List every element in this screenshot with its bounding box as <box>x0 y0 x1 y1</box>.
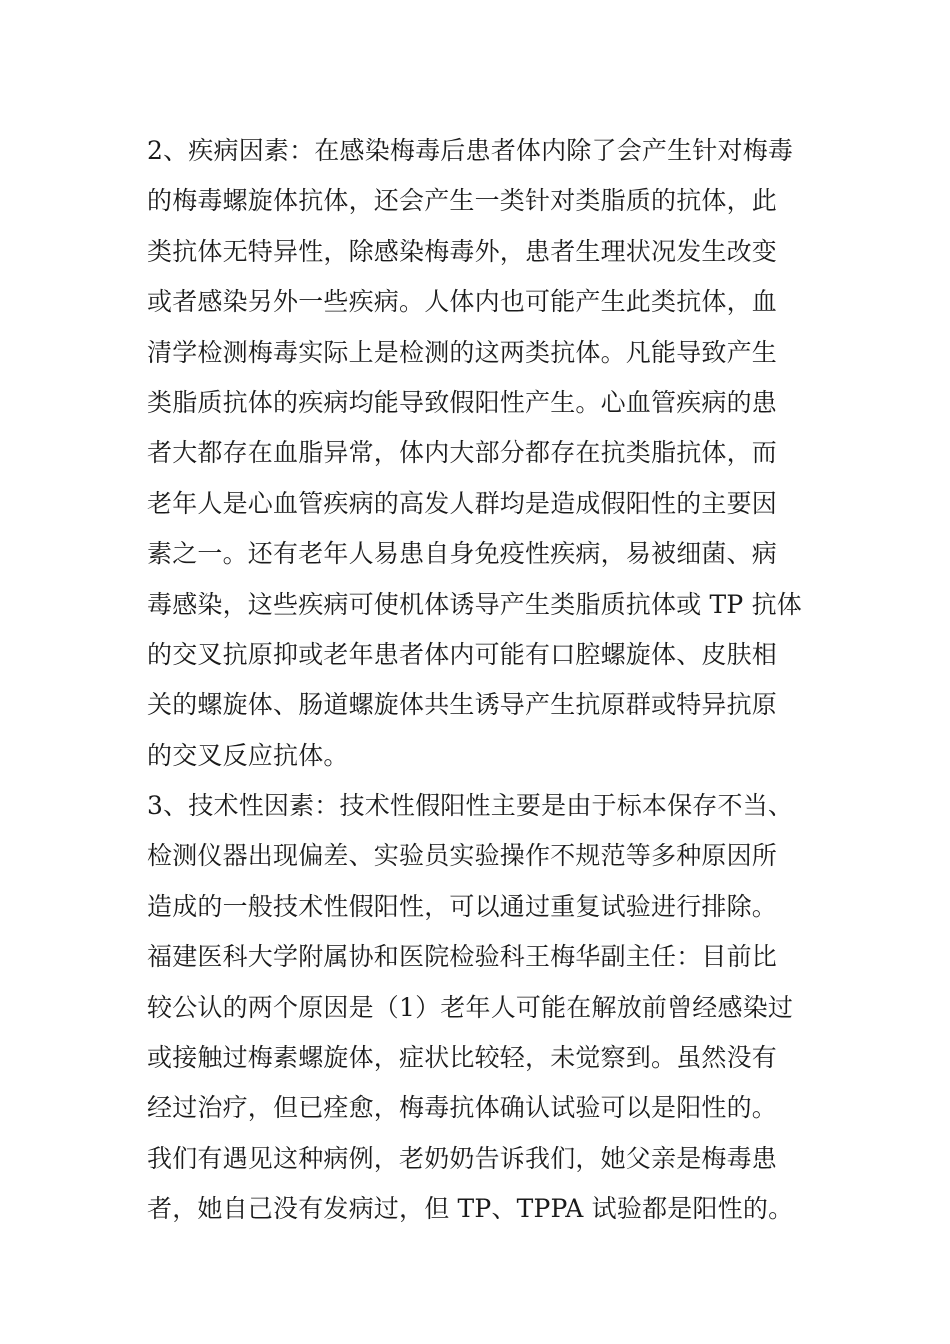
text-line: 检测仪器出现偏差、实验员实验操作不规范等多种原因所 <box>147 841 778 871</box>
text-line: 者，她自己没有发病过，但 TP、TPPA 试验都是阳性的。 <box>147 1194 794 1224</box>
text-line: 清学检测梅毒实际上是检测的这两类抗体。凡能导致产生 <box>147 337 778 367</box>
text-line: 者大都存在血脂异常，体内大部分都存在抗类脂抗体，而 <box>147 438 778 468</box>
text-line: 或接触过梅素螺旋体，症状比较轻，未觉察到。虽然没有 <box>147 1043 778 1073</box>
text-line: 老年人是心血管疾病的高发人群均是造成假阳性的主要因 <box>147 488 778 518</box>
text-line: 2、疾病因素：在感染梅毒后患者体内除了会产生针对梅毒 <box>147 136 794 165</box>
text-line: 或者感染另外一些疾病。人体内也可能产生此类抗体，血 <box>147 287 778 317</box>
text-line: 关的螺旋体、肠道螺旋体共生诱导产生抗原群或特异抗原 <box>147 690 778 720</box>
text-line: 素之一。还有老年人易患自身免疫性疾病，易被细菌、病 <box>147 539 778 569</box>
text-line: 造成的一般技术性假阳性，可以通过重复试验进行排除。 <box>147 891 778 921</box>
text-line: 的交叉抗原抑或老年患者体内可能有口腔螺旋体、皮肤相 <box>147 639 778 669</box>
text-line: 类抗体无特异性，除感染梅毒外，患者生理状况发生改变 <box>147 236 778 266</box>
text-line: 的梅毒螺旋体抗体，还会产生一类针对类脂质的抗体，此 <box>147 186 778 216</box>
text-line: 福建医科大学附属协和医院检验科王梅华副主任：目前比 <box>147 942 778 972</box>
text-line: 类脂质抗体的疾病均能导致假阳性产生。心血管疾病的患 <box>147 387 778 417</box>
text-line: 我们有遇见这种病例，老奶奶告诉我们，她父亲是梅毒患 <box>147 1143 778 1173</box>
text-line: 经过治疗，但已痊愈，梅毒抗体确认试验可以是阳性的。 <box>147 1093 778 1123</box>
text-line: 的交叉反应抗体。 <box>147 740 349 770</box>
body-text <box>147 126 807 1235</box>
text-line: 3、技术性因素：技术性假阳性主要是由于标本保存不当、 <box>147 791 794 821</box>
text-line: 毒感染，这些疾病可使机体诱导产生类脂质抗体或 TP 抗体 <box>147 589 802 619</box>
text-line: 较公认的两个原因是（1）老年人可能在解放前曾经感染过 <box>147 992 794 1022</box>
